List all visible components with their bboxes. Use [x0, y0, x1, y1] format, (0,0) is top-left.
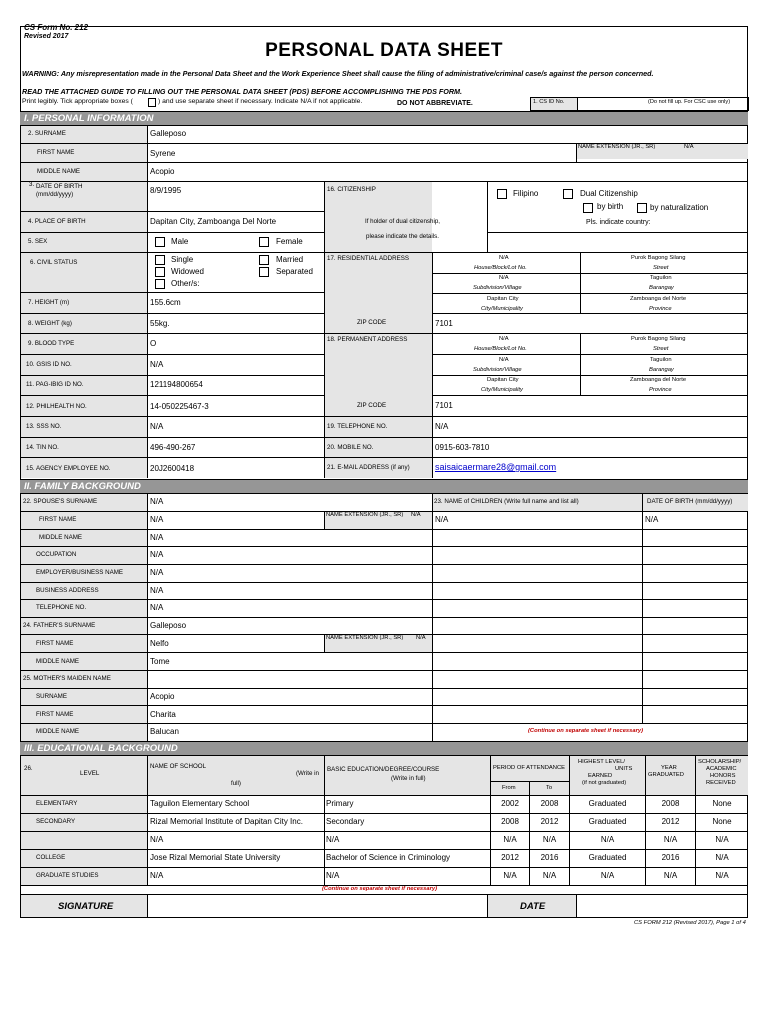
family-row-divider [20, 529, 748, 530]
perm-prov-value[interactable]: Zamboanga del Norte [630, 377, 687, 383]
cs-separated-checkbox[interactable] [259, 267, 269, 277]
res-street-caption: Street [653, 265, 669, 271]
dob-label-no: 3. [29, 181, 35, 188]
education-row-units[interactable]: Graduated [588, 799, 627, 808]
employer-label: EMPLOYER/BUSINESS NAME [36, 569, 123, 576]
email-label: 21. E-MAIL ADDRESS (if any) [327, 464, 410, 471]
education-row-units[interactable]: Graduated [588, 853, 627, 862]
date-label: DATE [520, 901, 546, 912]
section-family-header [20, 479, 748, 494]
perm-city-caption: City/Municipality [481, 387, 523, 393]
citizenship-note-a: If holder of dual citizenship, [365, 218, 440, 225]
surname-value[interactable]: Galleposo [150, 129, 187, 138]
perm-zip-label: ZIP CODE [357, 402, 387, 409]
education-row-level: GRADUATE STUDIES [36, 872, 99, 879]
father-surname-value[interactable]: Galleposo [150, 621, 187, 630]
mother-middle-value[interactable]: Balucan [150, 727, 179, 736]
warning-text: WARNING: Any misrepresentation made in the Personal Data Sheet and the Work Experience Sheet shall cause the filing of administrative/criminal case/s against the person concerned. [22, 69, 654, 78]
print-instruction-a: Print legibly. Tick appropriate boxes ( [22, 98, 133, 105]
education-row-units[interactable]: Graduated [588, 817, 627, 826]
cs-single-checkbox[interactable] [155, 255, 165, 265]
page-title: PERSONAL DATA SHEET [265, 40, 503, 61]
education-year-header-b: GRADUATED [648, 772, 684, 778]
education-row-to[interactable]: N/A [542, 835, 557, 844]
perm-prov-caption: Province [649, 387, 672, 393]
mother-first-label: FIRST NAME [36, 711, 74, 718]
education-course-header-b: (Write in full) [391, 775, 426, 782]
education-row-year[interactable]: N/A [663, 835, 678, 844]
business-telephone-label: TELEPHONE NO. [36, 604, 87, 611]
res-prov-value[interactable]: Zamboanga del Norte [630, 296, 687, 302]
citizenship-filipino-label: Filipino [513, 189, 539, 198]
mobile-value[interactable]: 0915-603-7810 [435, 443, 490, 452]
sex-male-label: Male [171, 237, 189, 246]
citizenship-country-field[interactable] [490, 234, 746, 250]
personal-label-column-2 [324, 181, 432, 478]
res-brgy-value[interactable]: Taguilon [650, 275, 672, 281]
perm-house-value[interactable]: N/A [499, 336, 509, 342]
education-honors-header-d: RECEIVED [706, 780, 736, 786]
section-family-title: II. FAMILY BACKGROUND [24, 481, 141, 492]
height-value[interactable]: 155.6cm [150, 298, 181, 307]
education-honors-header-c: HONORS [710, 773, 736, 779]
education-row-from[interactable]: 2008 [501, 817, 519, 826]
education-row-honors[interactable]: N/A [715, 835, 729, 844]
perm-address-label: 18. PERMANENT ADDRESS [327, 336, 408, 343]
res-street-value[interactable]: Purok Bagong Silang [631, 255, 686, 261]
education-row-to[interactable]: 2016 [540, 853, 559, 862]
res-house-caption: House/Block/Lot No. [474, 265, 527, 271]
children-label: 23. NAME of CHILDREN (Write full name and list all) [434, 498, 579, 505]
child-name-value[interactable]: N/A [435, 515, 449, 524]
telephone-label: 19. TELEPHONE NO. [327, 423, 388, 430]
education-school-header: NAME OF SCHOOL [150, 763, 207, 770]
education-level-header: LEVEL [80, 770, 100, 777]
business-address-value[interactable]: N/A [150, 586, 164, 595]
education-row-school[interactable]: Jose Rizal Memorial State University [150, 853, 281, 862]
education-period-header: PERIOD OF ATTENDANCE [493, 765, 566, 771]
mobile-label: 20. MOBILE NO. [327, 444, 374, 451]
education-row-course[interactable]: Secondary [326, 817, 365, 826]
education-school-header-c: full) [231, 780, 241, 787]
father-middle-value[interactable]: Tome [150, 657, 170, 666]
citizenship-note-b: please indicate the details. [366, 233, 439, 240]
mother-first-value[interactable]: Charita [150, 710, 176, 719]
citizenship-country-label: Pls. indicate country: [586, 219, 651, 226]
education-units-header-a: HIGHEST LEVEL/ [578, 759, 625, 765]
signature-field[interactable] [148, 895, 487, 917]
agency-no-label: 15. AGENCY EMPLOYEE NO. [26, 465, 111, 472]
cs-widowed-label: Widowed [171, 267, 204, 276]
education-row-school[interactable]: N/A [150, 835, 164, 844]
education-continue-note: (Continue on separate sheet if necessary) [322, 886, 438, 892]
mother-maiden-label: 25. MOTHER'S MAIDEN NAME [23, 675, 111, 682]
education-school-header-b: (Write in [296, 770, 319, 777]
education-row-course[interactable]: N/A [326, 835, 340, 844]
form-number: CS Form No. 212 [24, 23, 89, 32]
education-row-level: ELEMENTARY [36, 800, 78, 807]
citizenship-by-birth-label: by birth [597, 202, 624, 211]
middle-name-value[interactable]: Acopio [150, 167, 175, 176]
father-first-value[interactable]: Nelfo [150, 639, 169, 648]
education-units-header-c: EARNED [588, 773, 613, 779]
res-subd-caption: Subdivision/Village [473, 285, 522, 291]
pagibig-value[interactable]: 121194800654 [150, 380, 203, 389]
weight-label: 8. WEIGHT (kg) [28, 320, 72, 327]
citizenship-naturalization-label: by naturalization [650, 203, 709, 212]
education-row-course[interactable]: Bachelor of Science in Criminology [326, 853, 451, 862]
perm-house-caption: House/Block/Lot No. [474, 346, 527, 352]
education-row-honors[interactable]: N/A [715, 853, 729, 862]
education-row-level: COLLEGE [36, 854, 66, 861]
education-to-header: To [546, 785, 553, 791]
child-dob-value[interactable]: N/A [645, 515, 659, 524]
cs-married-checkbox[interactable] [259, 255, 269, 265]
citizenship-dual-checkbox[interactable] [563, 189, 573, 199]
family-row-divider [20, 564, 748, 565]
citizenship-dual-label: Dual Citizenship [580, 189, 638, 198]
education-course-header: BASIC EDUCATION/DEGREE/COURSE [327, 766, 440, 773]
dob-format: (mm/dd/yyyy) [36, 191, 74, 198]
perm-street-caption: Street [653, 346, 669, 352]
first-name-value[interactable]: Syrene [150, 149, 176, 158]
education-year-header-a: YEAR [661, 765, 677, 771]
signature-label: SIGNATURE [58, 901, 114, 912]
section-personal-header [20, 111, 748, 126]
dob-label: DATE OF BIRTH [36, 183, 83, 190]
name-ext-value[interactable]: N/A [684, 144, 694, 150]
family-row-divider [20, 582, 748, 583]
citizenship-filipino-checkbox[interactable] [497, 189, 507, 199]
gsis-value[interactable]: N/A [150, 360, 164, 369]
mother-middle-label: MIDDLE NAME [36, 728, 79, 735]
business-telephone-value[interactable]: N/A [150, 603, 164, 612]
sex-female-label: Female [276, 237, 303, 246]
education-row-from[interactable]: 2012 [501, 853, 519, 862]
csc-use-only: (Do not fill up. For CSC use only) [648, 99, 731, 105]
cs-id-label: 1. CS ID No. [533, 99, 565, 105]
perm-city-value[interactable]: Dapitan City [487, 377, 519, 383]
perm-subd-caption: Subdivision/Village [473, 367, 522, 373]
father-first-label: FIRST NAME [36, 640, 74, 647]
res-house-value[interactable]: N/A [499, 255, 509, 261]
education-row-honors[interactable]: None [712, 817, 732, 826]
cs-widowed-checkbox[interactable] [155, 267, 165, 277]
print-instruction-b: ) and use separate sheet if necessary. Indicate N/A if not applicable. [158, 98, 363, 105]
education-row-year[interactable]: 2012 [661, 817, 680, 826]
education-honors-header-b: ACADEMIC [706, 766, 737, 772]
mother-surname-value[interactable]: Acopio [150, 692, 175, 701]
education-row-to[interactable]: 2012 [540, 817, 559, 826]
res-prov-caption: Province [649, 306, 672, 312]
perm-brgy-value[interactable]: Taguilon [650, 357, 672, 363]
family-row-divider [20, 493, 748, 494]
spouse-surname-value[interactable]: N/A [150, 497, 164, 506]
pob-label: 4. PLACE OF BIRTH [28, 218, 86, 225]
middle-name-label: MIDDLE NAME [37, 168, 80, 175]
spouse-ext-value[interactable]: N/A [411, 512, 421, 518]
weight-value[interactable]: 55kg. [150, 319, 170, 328]
family-row-divider [20, 546, 748, 547]
education-row-year[interactable]: 2016 [661, 853, 680, 862]
height-label: 7. HEIGHT (m) [28, 299, 70, 306]
business-address-label: BUSINESS ADDRESS [36, 587, 99, 594]
family-row-divider [20, 670, 748, 671]
education-row-school[interactable]: Taguilon Elementary School [150, 799, 250, 808]
education-row-units[interactable]: N/A [600, 835, 615, 844]
family-row-divider [20, 705, 748, 706]
occupation-value[interactable]: N/A [150, 550, 164, 559]
family-row-divider [20, 617, 748, 618]
res-address-label: 17. RESIDENTIAL ADDRESS [327, 255, 409, 262]
philhealth-label: 12. PHILHEALTH NO. [26, 403, 87, 410]
education-row-from[interactable]: N/A [503, 835, 517, 844]
read-guide-text: READ THE ATTACHED GUIDE TO FILLING OUT THE PERSONAL DATA SHEET (PDS) BEFORE ACCOMPLISHING THE PDS FORM. [22, 87, 463, 96]
education-units-header-b: UNITS [615, 766, 633, 772]
cs-others-checkbox[interactable] [155, 279, 165, 289]
perm-subd-value[interactable]: N/A [499, 357, 509, 363]
education-row-school[interactable]: N/A [150, 871, 164, 880]
section-personal-title: I. PERSONAL INFORMATION [24, 113, 154, 124]
occupation-label: OCCUPATION [36, 551, 77, 558]
education-honors-header-a: SCHOLARSHIP/ [698, 759, 742, 765]
children-dob-label: DATE OF BIRTH (mm/dd/yyyy) [647, 498, 733, 505]
employer-value[interactable]: N/A [150, 568, 164, 577]
telephone-value[interactable]: N/A [435, 422, 449, 431]
civil-status-label: 6. CIVIL STATUS [30, 259, 78, 266]
sss-label: 13. SSS NO. [26, 423, 62, 430]
perm-brgy-caption: Barangay [649, 367, 674, 373]
children-continue-note: (Continue on separate sheet if necessary) [528, 728, 644, 734]
citizenship-by-birth-checkbox[interactable] [583, 203, 593, 213]
family-row-divider [20, 723, 748, 724]
blood-type-label: 9. BLOOD TYPE [28, 340, 75, 347]
spouse-middle-label: MIDDLE NAME [39, 534, 82, 541]
perm-street-value[interactable]: Purok Bagong Silang [631, 336, 686, 342]
section-education-header [20, 741, 748, 756]
family-row-divider [20, 652, 748, 653]
page-footer: CS FORM 212 (Revised 2017), Page 1 of 4 [634, 920, 746, 926]
sex-female-checkbox[interactable] [259, 237, 269, 247]
education-row-from[interactable]: 2002 [501, 799, 519, 808]
tin-value[interactable]: 496-490-267 [150, 443, 196, 452]
section-education-title: III. EDUCATIONAL BACKGROUND [24, 743, 178, 754]
education-row-honors[interactable]: N/A [715, 871, 729, 880]
pob-value[interactable]: Dapitan City, Zamboanga Del Norte [150, 217, 277, 226]
perm-zip-value[interactable]: 7101 [435, 401, 453, 410]
citizenship-label: 16. CITIZENSHIP [327, 186, 376, 193]
spouse-first-value[interactable]: N/A [150, 515, 164, 524]
sex-label: 5. SEX [28, 238, 48, 245]
email-value[interactable]: saisaicaermare28@gmail.com [435, 462, 557, 472]
education-row-year[interactable]: N/A [663, 871, 678, 880]
father-middle-label: MIDDLE NAME [36, 658, 79, 665]
tick-box-sample [148, 98, 156, 107]
education-row-to[interactable]: 2008 [540, 799, 559, 808]
education-row-from[interactable]: N/A [503, 871, 517, 880]
sex-male-checkbox[interactable] [155, 237, 165, 247]
agency-no-value[interactable]: 20J2600418 [150, 464, 195, 473]
family-row-divider [20, 599, 748, 600]
spouse-first-label: FIRST NAME [39, 516, 77, 523]
education-row-year[interactable]: 2008 [661, 799, 680, 808]
res-brgy-caption: Barangay [649, 285, 674, 291]
father-surname-label: 24. FATHER'S SURNAME [23, 622, 96, 629]
father-ext-value[interactable]: N/A [416, 635, 426, 641]
education-from-header: From [502, 785, 516, 791]
name-ext-label: NAME EXTENSION (JR., SR) [578, 144, 656, 150]
res-city-value[interactable]: Dapitan City [487, 296, 519, 302]
education-row-level: SECONDARY [36, 818, 76, 825]
dob-value[interactable]: 8/9/1995 [150, 186, 182, 195]
education-row-school[interactable]: Rizal Memorial Institute of Dapitan City Inc. [150, 817, 303, 826]
date-field[interactable] [577, 895, 747, 917]
gsis-label: 10. GSIS ID NO. [26, 361, 72, 368]
education-header-row [21, 755, 748, 795]
citizenship-naturalization-checkbox[interactable] [637, 203, 647, 213]
spouse-surname-label: 22. SPOUSE'S SURNAME [23, 498, 98, 505]
first-name-label: FIRST NAME [37, 149, 75, 156]
education-row-course[interactable]: Primary [326, 799, 354, 808]
form-revision: Revised 2017 [24, 33, 69, 40]
sss-value[interactable]: N/A [150, 422, 164, 431]
res-city-caption: City/Municipality [481, 306, 523, 312]
philhealth-value[interactable]: 14-050225467-3 [150, 402, 209, 411]
blood-type-value[interactable]: O [150, 339, 157, 348]
education-row-honors[interactable]: None [712, 799, 732, 808]
cs-separated-label: Separated [276, 267, 313, 276]
education-units-header-d: (if not graduated) [582, 780, 627, 786]
family-row-divider [20, 688, 748, 689]
no-abbreviate: DO NOT ABBREVIATE. [397, 100, 473, 107]
education-row-units[interactable]: N/A [600, 871, 615, 880]
father-ext-label: NAME EXTENSION (JR., SR) [326, 635, 404, 641]
surname-label: 2. SURNAME [28, 130, 66, 137]
tin-label: 14. TIN NO. [26, 444, 59, 451]
res-subd-value[interactable]: N/A [499, 275, 509, 281]
education-row-course[interactable]: N/A [326, 871, 340, 880]
res-zip-value[interactable]: 7101 [435, 319, 453, 328]
res-zip-label: ZIP CODE [357, 319, 387, 326]
pagibig-label: 11. PAG-IBIG ID NO. [26, 381, 84, 388]
mother-surname-label: SURNAME [36, 693, 67, 700]
education-item-no: 26. [24, 765, 33, 772]
spouse-middle-value[interactable]: N/A [150, 533, 164, 542]
cs-others-label: Other/s: [171, 279, 200, 288]
cs-single-label: Single [171, 255, 194, 264]
cs-married-label: Married [276, 255, 304, 264]
spouse-ext-label: NAME EXTENSION (JR., SR) [326, 512, 404, 518]
education-row-to[interactable]: N/A [542, 871, 557, 880]
